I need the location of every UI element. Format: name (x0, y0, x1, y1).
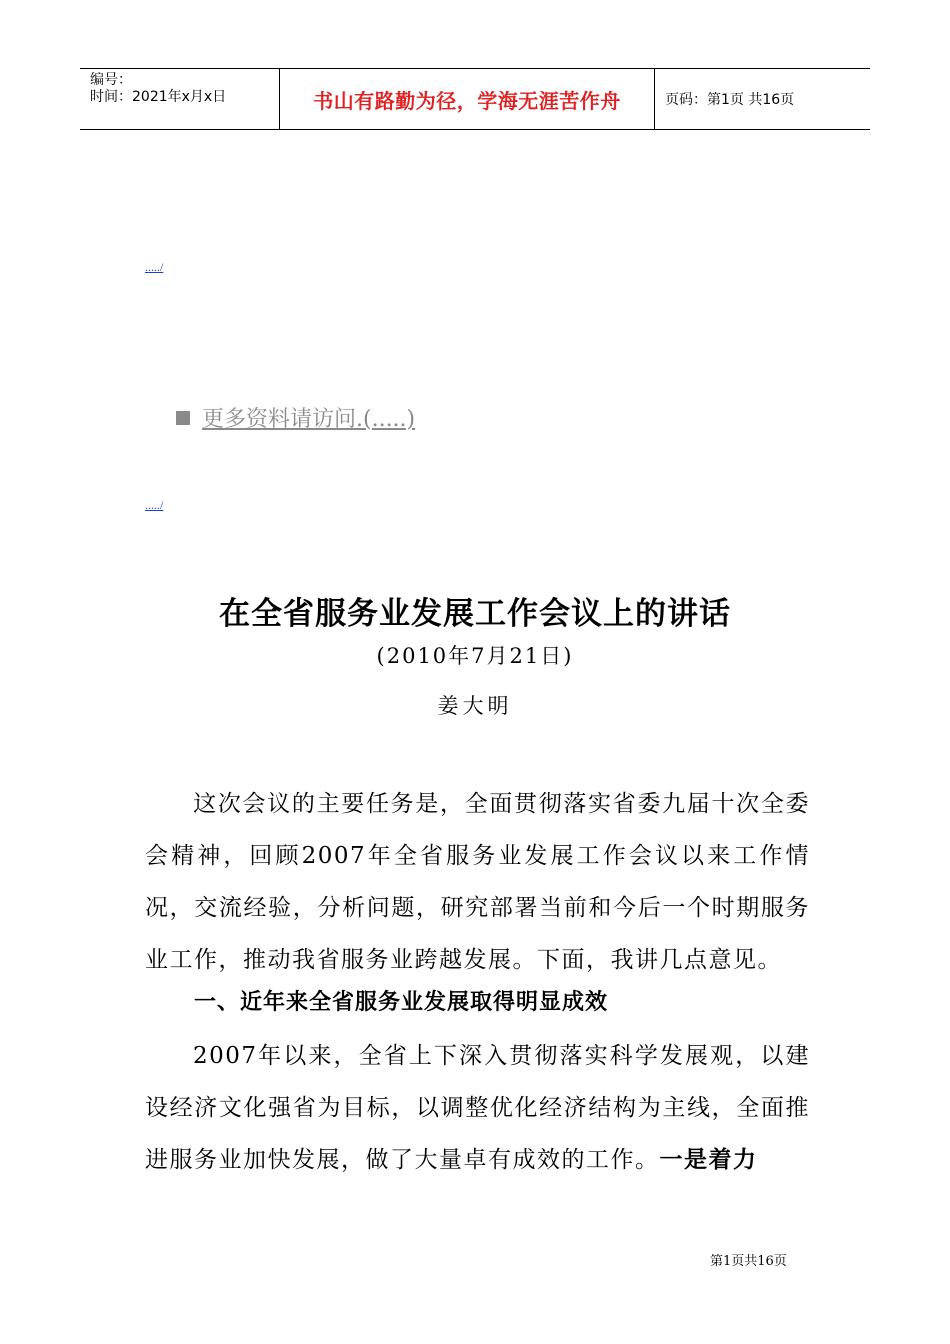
section-heading-1: 一、近年来全省服务业发展取得明显成效 (194, 990, 609, 1015)
paragraph-section-1 (145, 1030, 810, 1186)
more-resources-link[interactable]: 更多资料请访问.(.....) (202, 407, 416, 432)
time-label: 时间：2021年x月x日 (90, 89, 227, 105)
serial-label: 编号： (90, 72, 132, 88)
paragraph-section-1-bold: 一是着力 (659, 1147, 758, 1173)
header-page-info: 页码：第1页 共16页 (665, 92, 795, 108)
paragraph-intro (145, 778, 810, 986)
document-date: (2010年7月21日) (376, 644, 574, 668)
paragraph-section-1-text: 2007年以来，全省上下深入贯彻落实科学发展观，以建设经济文化强省为目标，以调整优化经济结构为主线，全面推进服务业加快发展，做了大量卓有成效的工作。 (145, 1043, 810, 1173)
bottom-link[interactable]: ...../ (145, 498, 164, 512)
header-meta (80, 69, 280, 129)
top-link[interactable]: ...../ (145, 260, 164, 274)
more-resources-line (176, 402, 415, 433)
square-bullet-icon (176, 411, 190, 425)
paragraph-intro-text: 这次会议的主要任务是，全面贯彻落实省委九届十次全委会精神，回顾2007年全省服务业发展工作会议以来工作情况，交流经验，分析问题，研究部署当前和今后一个时期服务业工作，推动我省服务业跨越发展。下面，我讲几点意见。 (145, 791, 810, 973)
page-header (80, 68, 870, 130)
document-author: 姜大明 (437, 694, 513, 718)
document-title: 在全省服务业发展工作会议上的讲话 (219, 596, 731, 632)
page-footer: 第1页共16页 (710, 1254, 787, 1269)
header-motto: 书山有路勤为径，学海无涯苦作舟 (280, 69, 655, 129)
